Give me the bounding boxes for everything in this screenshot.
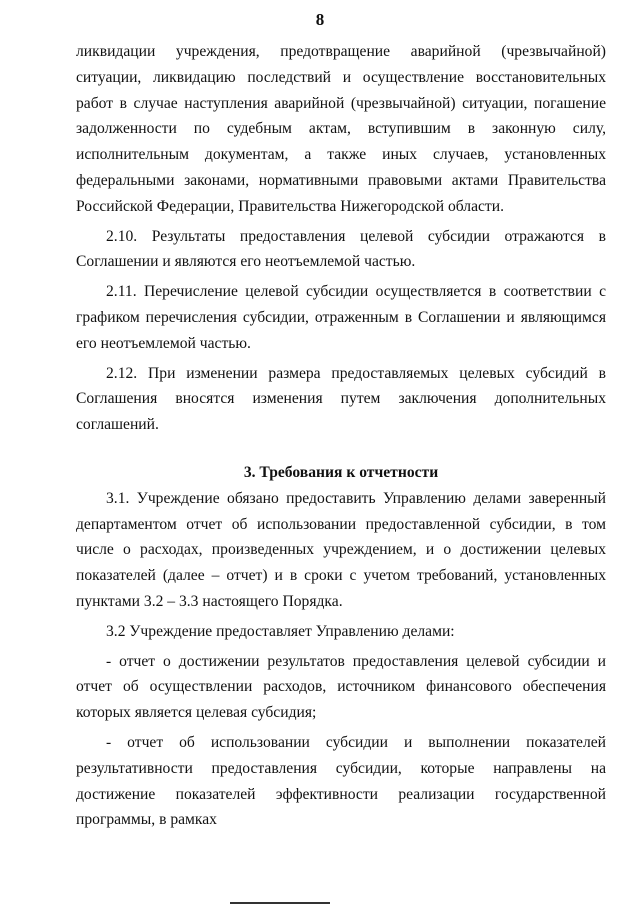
paragraph-3-2: 3.2 Учреждение предоставляет Управлению делами:	[106, 622, 455, 640]
list-item-report-usage: - отчет об использовании субсидии и выполнении показателей результативности предоставления субсидии, которые направлены на достижение показателей эффективности реализации государственной программы, в рамках	[76, 733, 606, 829]
section-heading: 3. Требования к отчетности	[243, 463, 439, 481]
footer-divider	[230, 902, 330, 904]
document-body	[76, 39, 606, 833]
paragraph-2-11: 2.11. Перечисление целевой субсидии осуществляется в соответствии с графиком перечисления субсидии, отраженным в Соглашении и являющимся его неотъемлемой частью.	[76, 283, 606, 352]
paragraph-3-1: 3.1. Учреждение обязано предоставить Управлению делами заверенный департаментом отчет об использовании предоставленной субсидии, в том числе о расходах, произведенных учреждением, и о достижении целевых показателей (далее – отчет) и в сроки с учетом требований, установленных пунктами 3.2 – 3.3 настоящего Порядка.	[76, 489, 606, 610]
page-number: 8	[315, 10, 325, 29]
list-item-report-results: - отчет о достижении результатов предоставления целевой субсидии и отчет об осуществлении расходов, источником финансового обеспечения которых является целевая субсидия;	[76, 652, 606, 722]
paragraph-2-12: 2.12. При изменении размера предоставляемых целевых субсидий в Соглашения вносятся изменения путем заключения дополнительных соглашений.	[76, 364, 606, 434]
paragraph-continuation: ликвидации учреждения, предотвращение аварийной (чрезвычайной) ситуации, ликвидацию последствий и осуществление восстановительных работ в случае наступления аварийной (чрезвычайной) ситуации, погашение задолженности по судебным актам, вступившим в законную силу, исполнительным документам, а также иных случаев, установленных федеральными законами, нормативными правовыми актами Правительства Российской Федерации, Правительства Нижегородской области.	[76, 43, 606, 215]
paragraph-2-10: 2.10. Результаты предоставления целевой субсидии отражаются в Соглашении и являются его неотъемлемой частью.	[76, 227, 606, 271]
